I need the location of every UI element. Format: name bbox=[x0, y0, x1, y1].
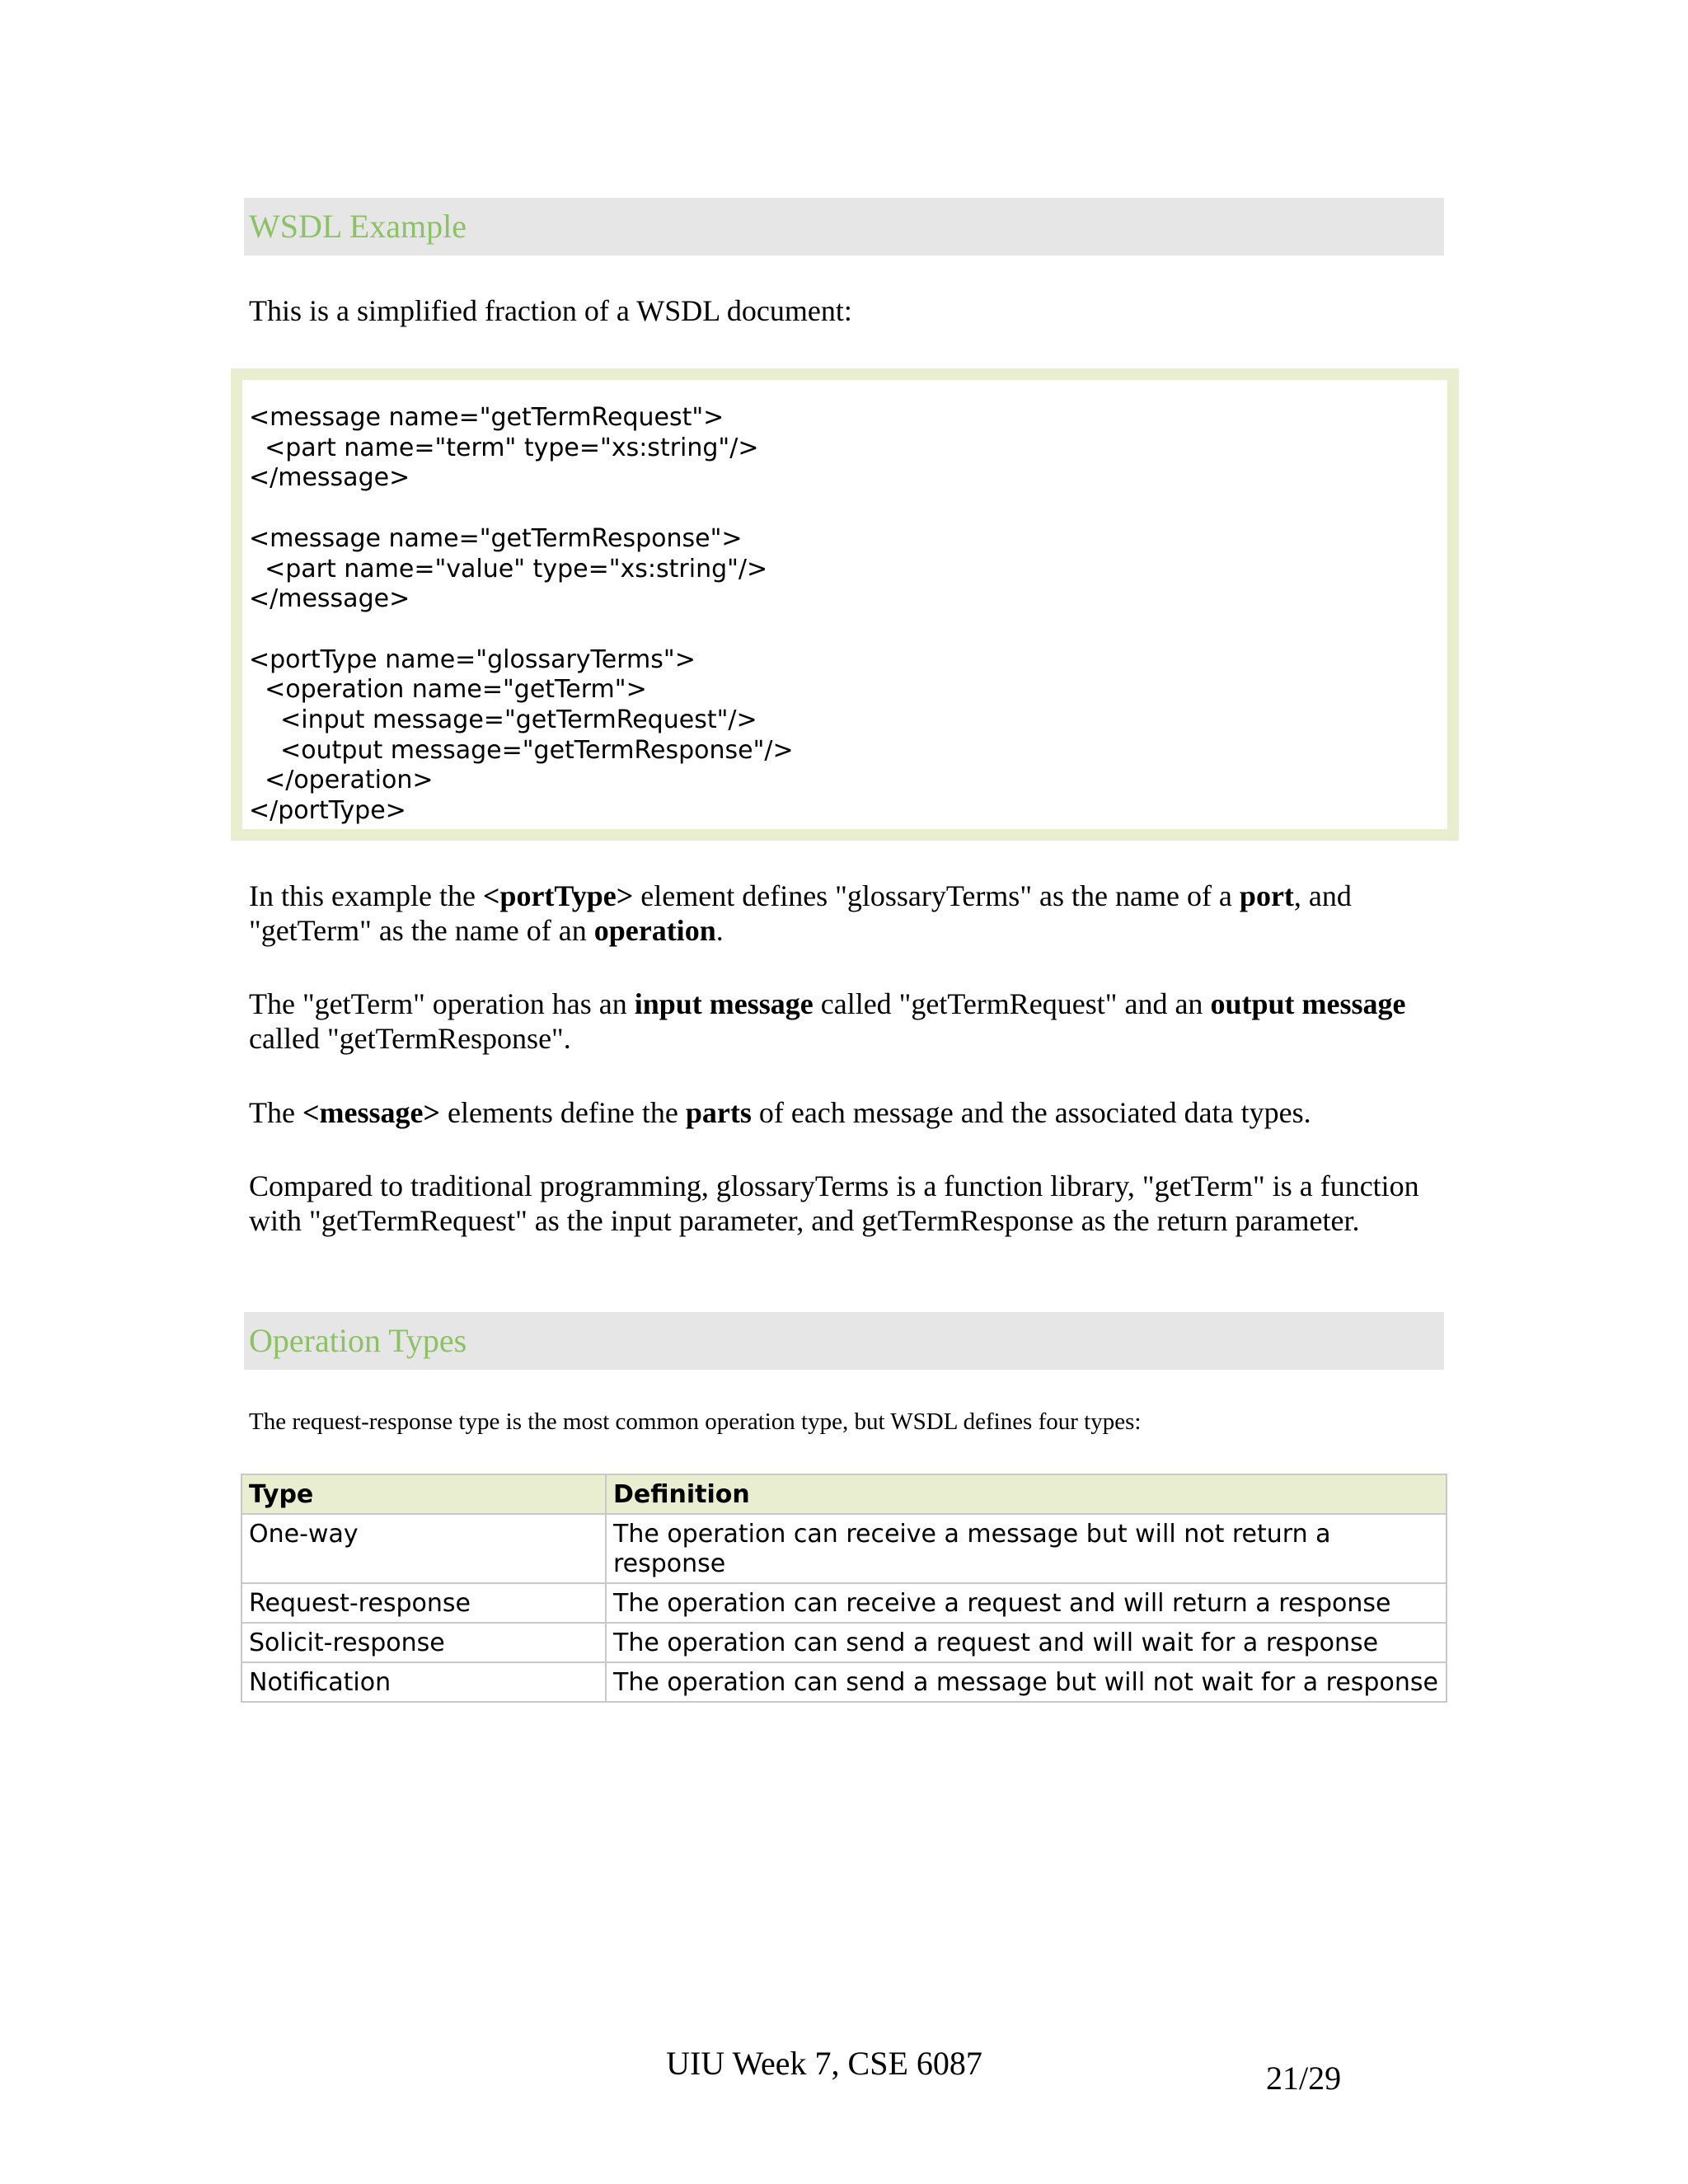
bold-term: <portType> bbox=[482, 879, 634, 912]
column-header-type: Type bbox=[241, 1474, 606, 1514]
text: of each message and the associated data types. bbox=[751, 1096, 1311, 1129]
type-cell: Request-response bbox=[241, 1583, 606, 1623]
table-header-row bbox=[241, 1474, 1447, 1514]
paragraph-comparison: Compared to traditional programming, glossaryTerms is a function library, "getTerm" is a function with "getTermRequest" as the input parameter, and getTermResponse as the return parameter. bbox=[249, 1169, 1419, 1237]
text: The "getTerm" operation has an bbox=[249, 987, 635, 1020]
table-row bbox=[241, 1583, 1447, 1623]
text: . bbox=[715, 914, 724, 947]
paragraph-message bbox=[249, 1095, 1444, 1130]
section-heading-operation-types: Operation Types bbox=[244, 1312, 1444, 1370]
bold-term: port bbox=[1239, 879, 1294, 912]
table-row bbox=[241, 1662, 1447, 1702]
text: In this example the bbox=[249, 879, 483, 912]
operation-types-table bbox=[241, 1474, 1447, 1703]
bold-term: operation bbox=[593, 914, 716, 947]
section-heading-wsdl-example: WSDL Example bbox=[244, 198, 1444, 255]
operation-types-intro: The request-response type is the most common operation type, but WSDL defines four types: bbox=[249, 1408, 1142, 1435]
definition-cell: The operation can receive a request and will return a response bbox=[606, 1583, 1447, 1623]
definition-cell: The operation can send a request and will wait for a response bbox=[606, 1623, 1447, 1662]
definition-cell: The operation can receive a message but will not return a response bbox=[606, 1514, 1447, 1583]
text: The bbox=[249, 1096, 302, 1129]
code-text: <message name="getTermRequest"> <part name="term" type="xs:string"/> </message> <message name="getTermResponse"> <part name="value" type="xs:string"/> </message> <portType name="glossaryTerms"> <operation name="getTerm"> <input message="getTermRequest"/> <output message="getTermResponse"/> </operation> </portType> bbox=[249, 403, 794, 826]
bold-term: <message> bbox=[302, 1096, 440, 1129]
text: called "getTermResponse". bbox=[249, 1022, 571, 1055]
page-number: 21/29 bbox=[1266, 2060, 1342, 2097]
table-row bbox=[241, 1514, 1447, 1583]
definition-cell: The operation can send a message but will not wait for a response bbox=[606, 1662, 1447, 1702]
paragraph-getterm bbox=[249, 987, 1444, 1056]
text: elements define the bbox=[439, 1096, 686, 1129]
type-cell: Notification bbox=[241, 1662, 606, 1702]
paragraph-porttype bbox=[249, 879, 1444, 948]
text: , and "getTerm" as the name of an bbox=[249, 879, 1352, 947]
type-cell: Solicit-response bbox=[241, 1623, 606, 1662]
text: element defines "glossaryTerms" as the name of a bbox=[633, 879, 1240, 912]
footer-course: UIU Week 7, CSE 6087 bbox=[666, 2045, 982, 2082]
column-header-definition: Definition bbox=[606, 1474, 1447, 1514]
intro-paragraph: This is a simplified fraction of a WSDL document: bbox=[249, 294, 852, 327]
bold-term: parts bbox=[685, 1096, 752, 1129]
text: called "getTermRequest" and an bbox=[813, 987, 1211, 1020]
bold-term: input message bbox=[634, 987, 814, 1020]
type-cell: One-way bbox=[241, 1514, 606, 1583]
bold-term: output message bbox=[1210, 987, 1406, 1020]
code-block bbox=[231, 368, 1459, 841]
table-row bbox=[241, 1623, 1447, 1662]
